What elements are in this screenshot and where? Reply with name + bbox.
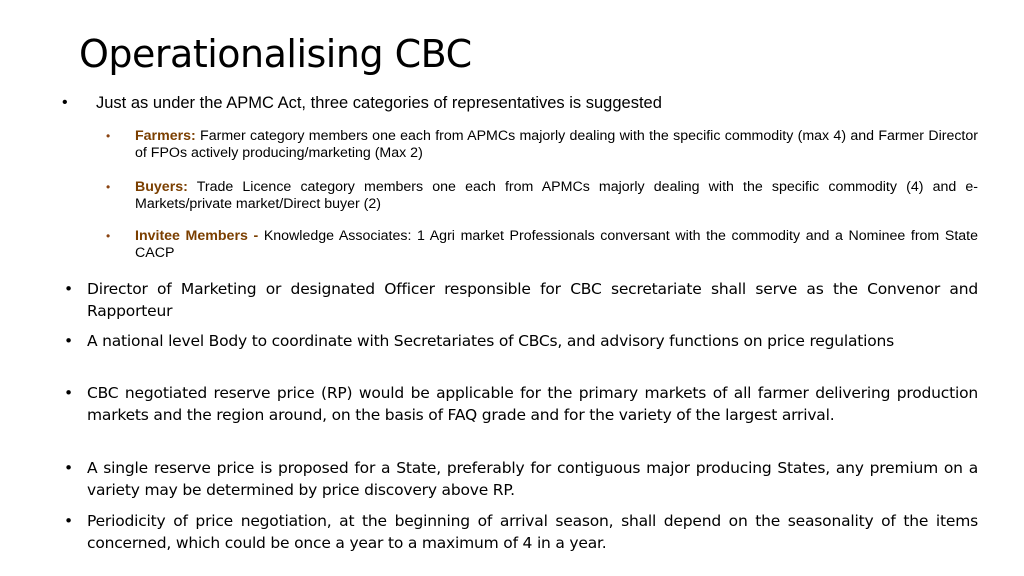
sub-item-keyword: Farmers	[135, 128, 191, 144]
bullet-marker: •	[62, 94, 68, 111]
intro-text: Just as under the APMC Act, three categories of representatives is suggested	[96, 94, 662, 112]
sub-bullet-marker: •	[106, 129, 111, 143]
sub-item-keyword: Invitee Members	[135, 228, 248, 244]
main-bullet-text: Periodicity of price negotiation, at the beginning of arrival season, shall depend on the seasonality of the items concerned, which could be once a year to a maximum of 4 in a year.	[87, 512, 978, 552]
sub-bullet-marker: •	[106, 180, 111, 194]
sub-item-separator: :	[183, 179, 188, 195]
sub-item-text: Trade Licence category members one each from APMCs majorly dealing with the specific commodity (4) and e-Markets/private market/Direct buyer (2)	[135, 179, 978, 212]
bullet-marker: •	[64, 280, 73, 298]
sub-item-invitee-members	[106, 228, 978, 262]
sub-item-separator: -	[247, 228, 259, 244]
main-bullet-text: A single reserve price is proposed for a State, preferably for contiguous major producing States, any premium on a variety may be determined by price discovery above RP.	[87, 459, 978, 499]
main-bullet-item	[64, 511, 978, 554]
main-bullet-text: A national level Body to coordinate with Secretariates of CBCs, and advisory functions on price regulations	[87, 332, 895, 350]
sub-item-separator: :	[191, 128, 196, 144]
main-bullet-text: Director of Marketing or designated Officer responsible for CBC secretariate shall serve as the Convenor and Rapporteur	[87, 280, 978, 320]
main-bullet-text: CBC negotiated reserve price (RP) would be applicable for the primary markets of all farmer delivering production markets and the region around, on the basis of FAQ grade and for the variety of the largest arrival.	[87, 384, 978, 424]
sub-item-keyword: Buyers	[135, 179, 184, 195]
bullet-marker: •	[64, 384, 73, 402]
slide-title: Operationalising CBC	[79, 32, 472, 76]
bullet-marker: •	[64, 332, 73, 350]
sub-item-text: Farmer category members one each from APMCs majorly dealing with the specific commodity (max 4) and Farmer Director of FPOs actively producing/marketing (Max 2)	[135, 128, 978, 161]
sub-item-buyers	[106, 179, 978, 213]
bullet-marker: •	[64, 459, 73, 477]
sub-bullet-marker: •	[106, 229, 111, 243]
main-bullet-item	[64, 331, 978, 353]
bullet-marker: •	[64, 512, 73, 530]
main-bullet-item	[64, 279, 978, 322]
sub-item-text: Knowledge Associates: 1 Agri market Professionals conversant with the commodity and a Nominee from State CACP	[135, 228, 978, 261]
main-bullet-item	[64, 458, 978, 501]
main-bullet-item	[64, 383, 978, 426]
sub-item-farmers	[106, 128, 978, 162]
